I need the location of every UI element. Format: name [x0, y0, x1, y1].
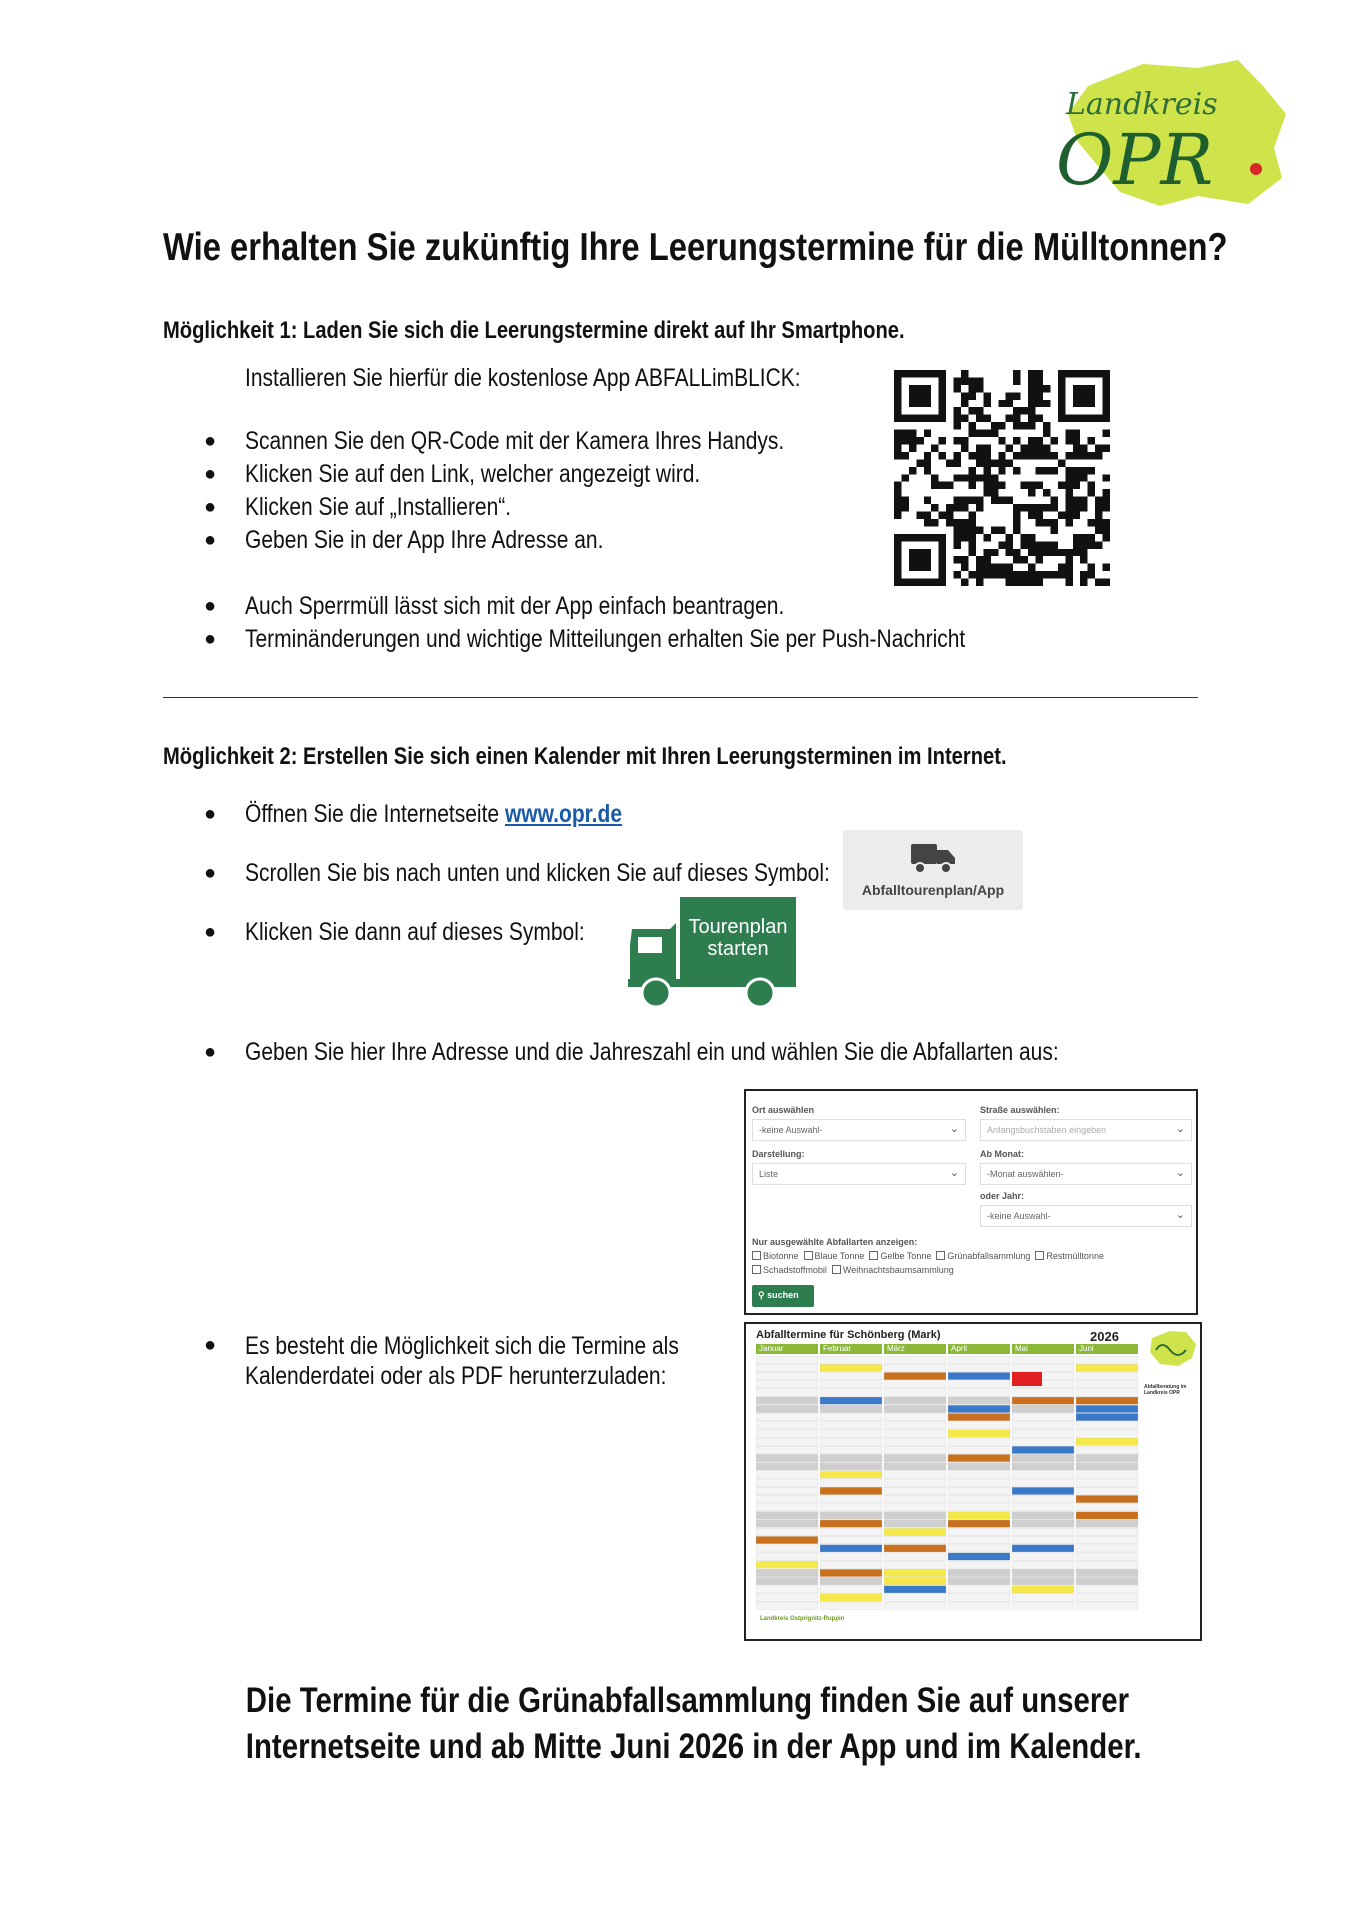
green-truck-icon [628, 895, 798, 1013]
list-item: Scrollen Sie bis nach unten und klicken Sie auf dieses Symbol: [245, 859, 830, 887]
logo-text-line2: OPR [1056, 119, 1214, 201]
list-item: Geben Sie in der App Ihre Adresse an. [245, 526, 604, 554]
list-item [245, 800, 694, 829]
abfallarten-label: Nur ausgewählte Abfallarten anzeigen: [752, 1237, 918, 1247]
checkbox-icon [804, 1251, 813, 1260]
page-title: Wie erhalten Sie zukünftig Ihre Leerungstermine für die Mülltonnen? [163, 226, 1228, 269]
bullet-icon: ● [204, 803, 217, 825]
bullet-icon: ● [204, 430, 217, 452]
checkbox-icon [1035, 1251, 1044, 1260]
calendar-logo-icon [1146, 1328, 1198, 1368]
abfallarten-row1 [752, 1251, 1104, 1261]
final-note [163, 1678, 1198, 1770]
list-item: Auch Sperrmüll lässt sich mit der App einfach beantragen. [245, 592, 785, 620]
darstellung-select[interactable]: Liste ⌄ [752, 1163, 966, 1185]
checkbox-biotonne[interactable]: Biotonne [752, 1251, 799, 1261]
bullet-icon: ● [204, 1041, 217, 1063]
qr-code[interactable] [894, 370, 1110, 586]
jahr-label: oder Jahr: [980, 1191, 1025, 1201]
option1-heading: Möglichkeit 1: Laden Sie sich die Leerungstermine direkt auf Ihr Smartphone. [163, 317, 905, 344]
darstellung-label: Darstellung: [752, 1149, 805, 1159]
abfallarten-row2 [752, 1265, 954, 1275]
list-item: Klicken Sie auf den Link, welcher angezeigt wird. [245, 460, 701, 488]
calendar-title: Abfalltermine für Schönberg (Mark) [756, 1329, 941, 1341]
checkbox-weihnachtsbaumsammlung[interactable]: Weihnachtsbaumsammlung [832, 1265, 954, 1275]
bullet-icon: ● [204, 1334, 217, 1356]
calendar-preview [744, 1322, 1202, 1641]
option1-intro: Installieren Sie hierfür die kostenlose App ABFALLimBLICK: [245, 364, 801, 392]
step5-line1: Es besteht die Möglichkeit sich die Termine als [245, 1332, 679, 1360]
checkbox-icon [832, 1265, 841, 1274]
monat-select[interactable]: -Monat auswählen- ⌄ [980, 1163, 1192, 1185]
tourenplan-form [744, 1089, 1198, 1315]
calendar-side-info [1144, 1384, 1196, 1614]
strasse-input[interactable]: Anfangsbuchstaben eingeben ⌄ [980, 1119, 1192, 1141]
month-header: März [884, 1344, 946, 1354]
bullet-icon: ● [204, 862, 217, 884]
jahr-select[interactable]: -keine Auswahl- ⌄ [980, 1205, 1192, 1227]
section-divider [163, 697, 1198, 698]
search-button[interactable]: ⚲ suchen [752, 1285, 814, 1307]
month-header: Januar [756, 1344, 818, 1354]
bullet-icon: ● [204, 921, 217, 943]
list-item: Geben Sie hier Ihre Adresse und die Jahreszahl ein und wählen Sie die Abfallarten aus: [245, 1038, 1059, 1066]
step1-text: Öffnen Sie die Internetseite [245, 800, 505, 828]
month-header: Juni [1076, 1344, 1138, 1354]
ort-select[interactable]: -keine Auswahl- ⌄ [752, 1119, 966, 1141]
website-link[interactable]: www.opr.de [504, 800, 623, 828]
month-header: April [948, 1344, 1010, 1354]
monat-label: Ab Monat: [980, 1149, 1024, 1159]
calendar-side-title: Abfallberatung im Landkreis OPR [1144, 1384, 1187, 1396]
logo-graphic [1048, 56, 1290, 208]
list-item: Terminänderungen und wichtige Mitteilungen erhalten Sie per Push-Nachricht [245, 625, 966, 653]
bullet-icon: ● [204, 463, 217, 485]
checkbox-gruenabfallsammlung[interactable]: Grünabfallsammlung [936, 1251, 1030, 1261]
month-header: Februar [820, 1344, 882, 1354]
calendar-grid [756, 1356, 1140, 1614]
checkbox-blaue-tonne[interactable]: Blaue Tonne [804, 1251, 865, 1261]
ort-label: Ort auswählen [752, 1105, 815, 1115]
checkbox-icon [936, 1251, 945, 1260]
option2-heading: Möglichkeit 2: Erstellen Sie sich einen Kalender mit Ihren Leerungsterminen im Internet. [163, 743, 1007, 770]
tourenplan-starten-button[interactable] [628, 895, 798, 1013]
checkbox-icon [752, 1251, 761, 1260]
checkbox-icon [869, 1251, 878, 1260]
landkreis-opr-logo [1048, 56, 1290, 208]
abfalltourenplan-app-label: Abfalltourenplan/App [861, 882, 1005, 898]
month-header: Mai [1012, 1344, 1074, 1354]
final-note-line2: Internetseite und ab Mitte Juni 2026 in der App und im Kalender. [245, 1727, 1142, 1766]
final-note-line1: Die Termine für die Grünabfallsammlung finden Sie auf unserer [245, 1681, 1130, 1720]
list-item: Klicken Sie auf „Installieren“. [245, 493, 512, 521]
logo-red-dot [1250, 163, 1262, 175]
bullet-icon: ● [204, 628, 217, 650]
bullet-icon: ● [204, 529, 217, 551]
tourenplan-label-line2: starten [707, 938, 769, 960]
list-item: Scannen Sie den QR-Code mit der Kamera Ihres Handys. [245, 427, 785, 455]
checkbox-icon [752, 1265, 761, 1274]
search-icon: ⚲ [758, 1290, 765, 1300]
list-item: Klicken Sie dann auf dieses Symbol: [245, 918, 585, 946]
checkbox-schadstoffmobil[interactable]: Schadstoffmobil [752, 1265, 827, 1275]
calendar-footer: Landkreis Ostprignitz-Ruppin [760, 1616, 845, 1622]
step5-line2: Kalenderdatei oder als PDF herunterzuladen: [245, 1362, 667, 1390]
list-item [245, 1331, 761, 1391]
bullet-icon: ● [204, 595, 217, 617]
calendar-year: 2026 [1090, 1329, 1119, 1344]
tourenplan-label-line1: Tourenplan [688, 916, 788, 938]
qr-code-graphic [894, 370, 1110, 586]
truck-icon [908, 838, 958, 878]
abfalltourenplan-app-button[interactable] [843, 830, 1023, 910]
checkbox-gelbe-tonne[interactable]: Gelbe Tonne [869, 1251, 931, 1261]
logo-text-line1: Landkreis [1066, 87, 1218, 122]
bullet-icon: ● [204, 496, 217, 518]
strasse-label: Straße auswählen: [980, 1105, 1060, 1115]
checkbox-restmuelltonne[interactable]: Restmülltonne [1035, 1251, 1104, 1261]
